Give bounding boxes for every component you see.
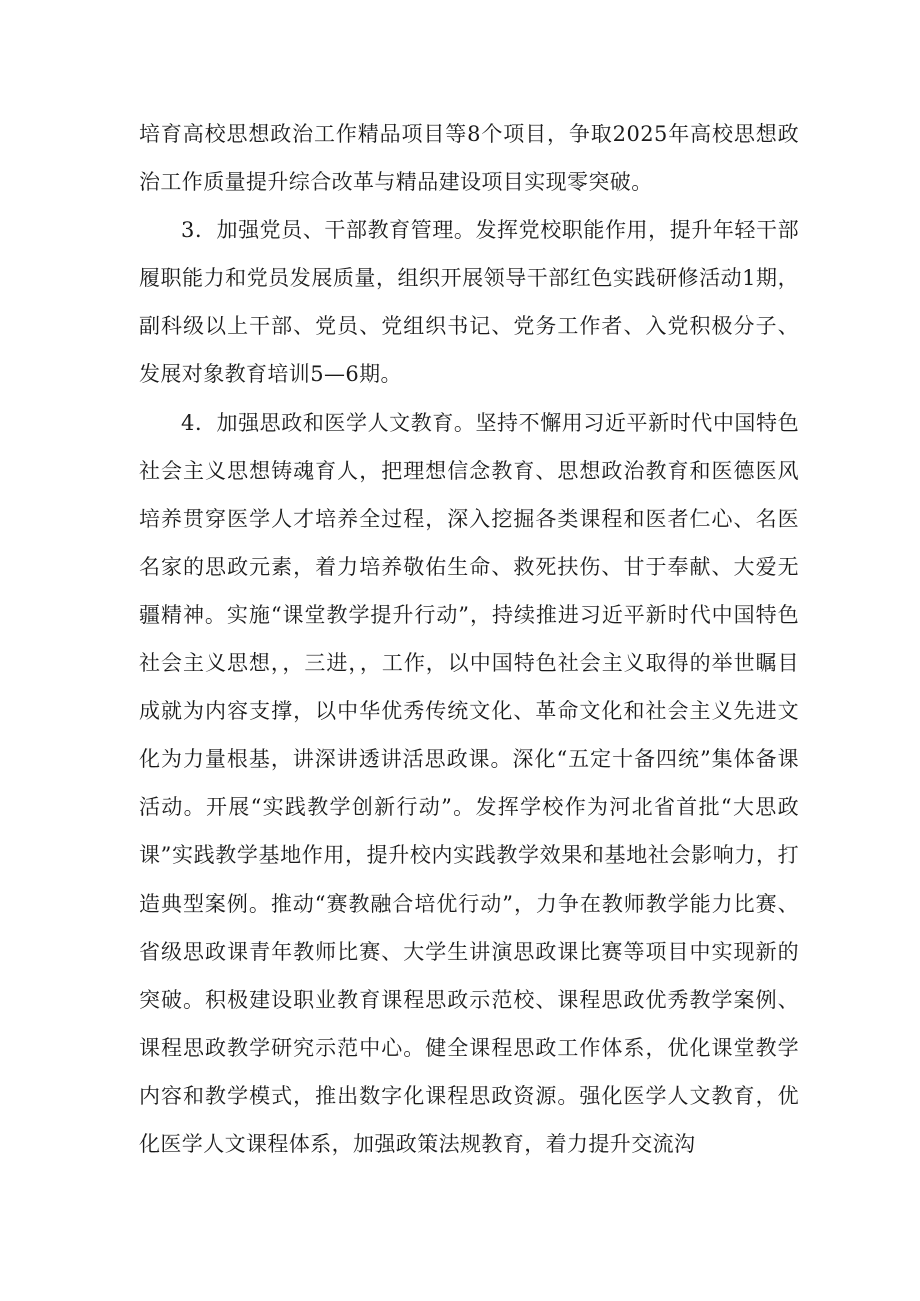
paragraph-item-3: 3．加强党员、干部教育管理。发挥党校职能作用，提升年轻干部履职能力和党员发展质量，组织开展领导干部红色实践研修活动1期，副科级以上干部、党员、党组织书记、党务工作者、入党积极分子、发展对象教育培训5—6期。	[139, 218, 799, 387]
paragraph-continuation: 培育高校思想政治工作精品项目等8个项目，争取2025年高校思想政治工作质量提升综合改革与精品建设项目实现零突破。	[139, 122, 799, 195]
paragraph-item-4: 4．加强思政和医学人文教育。坚持不懈用习近平新时代中国特色社会主义思想铸魂育人，把理想信念教育、思想政治教育和医德医风培养贯穿医学人才培养全过程，深入挖掘各类课程和医者仁心、名医名家的思政元素，着力培养敬佑生命、救死扶伤、甘于奉献、大爱无疆精神。实施“课堂教学提升行动”，持续推进习近平新时代中国特色社会主义思想，，三进，，工作，以中国特色社会主义取得的举世瞩目成就为内容支撑，以中华优秀传统文化、革命文化和社会主义先进文化为力量根基，讲深讲透讲活思政课。深化“五定十备四统”集体备课活动。开展“实践教学创新行动”。发挥学校作为河北省首批“大思政课”实践教学基地作用，提升校内实践教学效果和基地社会影响力，打造典型案例。推动“赛教融合培优行动”，力争在教师教学能力比赛、省级思政课青年教师比赛、大学生讲演思政课比赛等项目中实现新的突破。积极建设职业教育课程思政示范校、课程思政优秀教学案例、课程思政教学研究示范中心。健全课程思政工作体系，优化课堂教学内容和教学模式，推出数字化课程思政资源。强化医学人文教育，优化医学人文课程体系，加强政策法规教育，着力提升交流沟	[139, 410, 799, 1156]
document-body	[139, 110, 799, 1168]
